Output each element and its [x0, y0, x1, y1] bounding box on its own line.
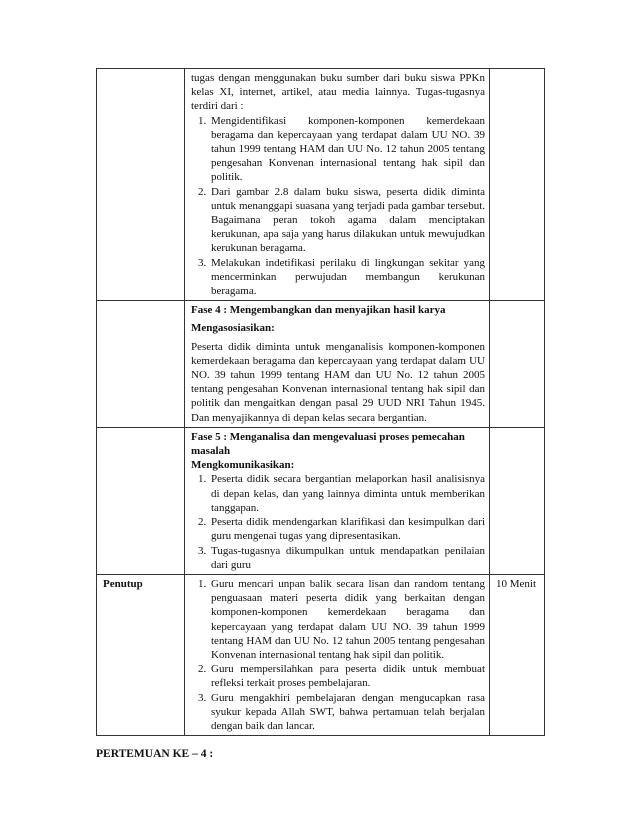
activity-cell: [185, 427, 490, 574]
list-item: 3. Tugas-tugasnya dikumpulkan untuk mendapatkan penilaian dari guru: [209, 544, 485, 572]
phase-heading: Fase 4 : Mengembangkan dan menyajikan hasil karya: [191, 304, 446, 317]
time-cell: [490, 69, 545, 301]
task-intro: tugas dengan menggunakan buku sumber dari buku siswa PPKn kelas XI, internet, artikel, atau media lainnya. Tugas-tugasnya terdiri dari :: [191, 72, 485, 113]
closing-list: [191, 577, 485, 733]
list-item: 2. Peserta didik mendengarkan klarifikasi dan kesimpulkan dari guru mengenai tugas yang dipresentasikan.: [209, 515, 485, 543]
table-row: [97, 69, 545, 301]
stage-cell: [97, 427, 185, 574]
time-cell: [490, 301, 545, 428]
stage-cell: [97, 69, 185, 301]
phase-body: Peserta didik diminta untuk menganalisis komponen-komponen kemerdekaan beragama dan kepercayaan yang terdapat dalam UU NO. 39 tahun 1999 tentang HAM dan UU No. 12 tahun 2005 tentang pengesahan Konvenan internasional tentang hak sipil dan politik dan mengaitkan dengan pasal 29 UUD NRI Tahun 1945. Dan menyajikannya di depan kelas secara bergantian.: [191, 340, 485, 424]
phase-subheading: Mengasosiasikan:: [191, 322, 275, 335]
phase-heading: Fase 5 : Menganalisa dan mengevaluasi proses pemecahan masalah: [191, 430, 465, 458]
list-item: 3. Guru mengakhiri pembelajaran dengan mengucapkan rasa syukur kepada Allah SWT, bahwa pertamuan telah berjalan dengan baik dan lancar.: [209, 691, 485, 734]
time-value: 10 Menit: [490, 574, 545, 735]
stage-label: Penutup: [97, 574, 185, 735]
table-row: [97, 574, 545, 735]
time-cell: [490, 427, 545, 574]
activity-cell: [185, 69, 490, 301]
phase-subheading: Mengkomunikasikan:: [191, 459, 295, 472]
meeting-heading: PERTEMUAN KE – 4 :: [96, 748, 214, 760]
table-row: [97, 301, 545, 428]
lesson-plan-table: [96, 68, 545, 736]
table-row: [97, 427, 545, 574]
activity-cell: [185, 574, 490, 735]
activity-cell: [185, 301, 490, 428]
stage-cell: [97, 301, 185, 428]
list-item: 1. Guru mencari unpan balik secara lisan dan random tentang penguasaan materi peserta didik yang berkaitan dengan komponen-komponen kemerdekaan beragama dan kepercayaan yang terdapat dalam UU NO. 39 tahun 1999 tentang HAM dan UU No. 12 tahun 2005 tentang pengesahan Konvenan internasional tentang hak sipil dan politik.: [209, 577, 485, 662]
communication-list: [191, 472, 485, 571]
list-item: 2. Guru mempersilahkan para peserta didik untuk membuat refleksi terkait proses pembelajaran.: [209, 662, 485, 690]
list-item: 1. Peserta didik secara bergantian melaporkan hasil analisisnya di depan kelas, dan yang lainnya diminta untuk memberikan tanggapan.: [209, 472, 485, 515]
task-list: [191, 114, 485, 299]
list-item: 1. Mengidentifikasi komponen-komponen kemerdekaan beragama dan kepercayaan yang terdapat dalam UU NO. 39 tahun 1999 tentang HAM dan UU No. 12 tahun 2005 tentang pengesahan Konvenan internasional tentang hak sipil dan politik.: [209, 114, 485, 185]
list-item: 3. Melakukan indetifikasi perilaku di lingkungan sekitar yang mencerminkan perwujudan membangun kerukunan beragama.: [209, 256, 485, 299]
list-item: 2. Dari gambar 2.8 dalam buku siswa, peserta didik diminta untuk menanggapi suasana yang terjadi pada gambar tersebut. Bagaimana peran tokoh agama dalam menciptakan kerukunan, apa saja yang harus dilakukan untuk mewujudkan kerukunan beragama.: [209, 185, 485, 256]
